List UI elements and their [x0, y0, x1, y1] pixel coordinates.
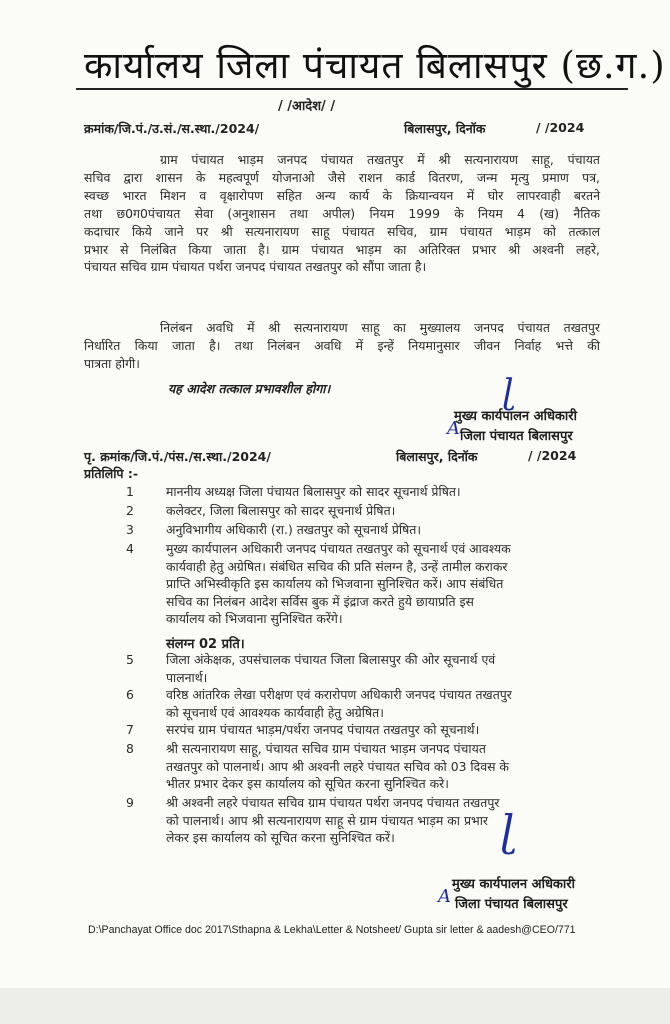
signatory-designation: मुख्य कार्यपालन अधिकारी: [454, 409, 577, 424]
list-line: को पालनार्थ। आप श्री सत्यनारायण साहू से ग्राम पंचायत भाड़म का प्रभार: [166, 812, 488, 828]
paragraph-line: प्रभार से निलंबित किया जाता है। ग्राम पंचायत भाड़म का अतिरिक्त प्रभार श्री अश्वनी लहरे,: [84, 241, 600, 257]
list-line: पालनार्थ।: [166, 669, 208, 685]
endorsement-number: पृ. क्रमांक/जि.पं./पंस./स.स्था./2024/: [84, 449, 271, 464]
list-item: [166, 740, 606, 793]
list-line: प्राप्ति अभिस्वीकृति इस कार्यालय को भिजवाना सुनिश्चित करें। आप संबंधित: [166, 576, 504, 591]
list-line: कलेक्टर, जिला बिलासपुर को सादर सूचनार्थ प्रेषित।: [166, 503, 396, 518]
signature-mark: ɭ: [500, 806, 516, 855]
paragraph-line: निलंबन अवधि में श्री सत्यनारायण साहू का मुख्यालय जनपद पंचायत तखतपुर: [160, 320, 600, 335]
list-number: 9: [126, 795, 134, 810]
signatory-office: जिला पंचायत बिलासपुर: [460, 429, 573, 444]
list-item: [166, 540, 606, 628]
list-item: [166, 502, 606, 520]
paragraph-line: स्वच्छ भारत मिशन व वृक्षारोपण सहित अन्य कार्य के क्रियान्वयन में घोर लापरवाही बरतने: [84, 187, 600, 203]
reference-place-date: बिलासपुर, दिनॉक: [404, 121, 486, 136]
endorsement-place-date: बिलासपुर, दिनॉक: [396, 449, 478, 464]
list-line: तखतपुर को पालनार्थ। आप श्री अश्वनी लहरे पंचायत सचिव को 03 दिवस के: [166, 758, 509, 774]
list-number: 8: [126, 741, 134, 756]
order-label: / /आदेश/ /: [278, 99, 336, 114]
list-number: 2: [126, 503, 134, 518]
copy-to-label: प्रतिलिपि :-: [84, 466, 139, 481]
list-line: श्री अश्वनी लहरे पंचायत सचिव ग्राम पंचायत पर्थरा जनपद पंचायत तखतपुर: [166, 795, 500, 810]
title-underline: [76, 88, 628, 90]
list-line: माननीय अध्यक्ष जिला पंचायत बिलासपुर को सादर सूचनार्थ प्रेषित।: [166, 484, 461, 499]
effect-statement: यह आदेश तत्काल प्रभावशील होगा।: [168, 381, 331, 396]
paragraph-line: निर्धारित किया जाता है। तथा निलंबन अवधि में इन्हें नियमानुसार जीवन निर्वाह भत्ते की: [84, 337, 600, 353]
list-line: को सूचनार्थ एवं आवश्यक कार्यवाही हेतु अग्रेषित।: [166, 704, 384, 720]
list-line: कार्यालय को भिजवाना सुनिश्चित करेंगे।: [166, 611, 343, 626]
body-paragraph-1: [84, 151, 600, 276]
signature-initial: A: [438, 886, 451, 907]
list-item: [166, 686, 606, 721]
paragraph-line: कदाचार किये जाने पर श्री सत्यनारायण साहू पंचायत सचिव, ग्राम पंचायत भाड़म को तत्काल: [84, 223, 600, 239]
list-line: सरपंच ग्राम पंचायत भाड़म/पर्थरा जनपद पंचायत तखतपुर को सूचनार्थ।: [166, 722, 480, 737]
list-line: भीतर प्रभार देकर इस कार्यालय को सूचित करना सुनिश्चित करे।: [166, 776, 449, 791]
list-item: [166, 651, 606, 686]
list-item: [166, 721, 606, 739]
list-line: अनुविभागीय अधिकारी (रा.) तखतपुर को सूचनार्थ प्रेषित।: [166, 522, 422, 537]
endorsement-date-slots: / /2024: [528, 448, 577, 463]
list-line: श्री सत्यनारायण साहू, पंचायत सचिव ग्राम पंचायत भाड़म जनपद पंचायत: [166, 741, 486, 756]
list-number: 5: [126, 652, 134, 667]
list-number: 1: [126, 484, 134, 499]
reference-number: क्रमांक/जि.पं./उ.सं./स.स्था./2024/: [84, 121, 260, 136]
paragraph-line: पंचायत सचिव ग्राम पंचायत पर्थरा जनपद पंचायत तखतपुर को सौंपा जाता है।: [84, 259, 427, 275]
list-item: [166, 794, 606, 847]
list-line: मुख्य कार्यपालन अधिकारी जनपद पंचायत तखतपुर को सूचनार्थ एवं आवश्यक: [166, 541, 511, 556]
list-number: 7: [126, 722, 134, 737]
list-line: वरिष्ठ आंतरिक लेखा परीक्षण एवं करारोपण अधिकारी जनपद पंचायत तखतपुर: [166, 687, 512, 702]
enclosure-note: संलग्न 02 प्रति।: [166, 637, 245, 652]
signature-initial: A: [447, 418, 460, 439]
office-title: कार्यालय जिला पंचायत बिलासपुर (छ.ग.): [84, 44, 666, 87]
reference-date-slots: / /2024: [536, 120, 585, 135]
signature-mark: ɭ: [502, 372, 515, 412]
paragraph-line: तथा छ0ग0पंचायत सेवा (अनुशासन तथा अपील) नियम 1999 के नियम 4 (ख) नैतिक: [84, 205, 600, 221]
list-line: सचिव का निलंबन आदेश सर्विस बुक में इंद्राज करते हुये छायाप्रति इस: [166, 593, 474, 609]
paragraph-line: ग्राम पंचायत भाड़म जनपद पंचायत तखतपुर में श्री सत्यनारायण साहू, पंचायत: [160, 152, 600, 167]
list-line: कार्यवाही हेतु अग्रेषित। संबंधित सचिव की प्रति संलग्न है, उन्हें तामील कराकर: [166, 558, 508, 574]
list-number: 6: [126, 687, 134, 702]
signatory-office: जिला पंचायत बिलासपुर: [455, 897, 568, 912]
body-paragraph-2: [84, 319, 600, 373]
list-line: जिला अंकेक्षक, उपसंचालक पंचायत जिला बिलासपुर की ओर सूचनार्थ एवं: [166, 652, 496, 667]
list-item: [166, 521, 606, 539]
list-item: [166, 483, 606, 501]
paragraph-line: सचिव द्वारा शासन के महत्वपूर्ण योजनाओ जैसे राशन कार्ड वितरण, जन्म मृत्यु प्रमाण पत्र,: [84, 169, 600, 185]
file-path-footer: D:\Panchayat Office doc 2017\Sthapna & Lekha\Letter & Notsheet/ Gupta sir letter & aadesh@CEO/771: [88, 924, 576, 936]
list-line: लेकर इस कार्यालय को सूचित करना सुनिश्चित करें।: [166, 830, 395, 845]
scan-bottom-margin: [0, 988, 670, 1024]
signatory-designation: मुख्य कार्यपालन अधिकारी: [452, 877, 575, 892]
list-number: 4: [126, 541, 134, 556]
list-number: 3: [126, 522, 134, 537]
paragraph-line: पात्रता होगी।: [84, 355, 140, 371]
